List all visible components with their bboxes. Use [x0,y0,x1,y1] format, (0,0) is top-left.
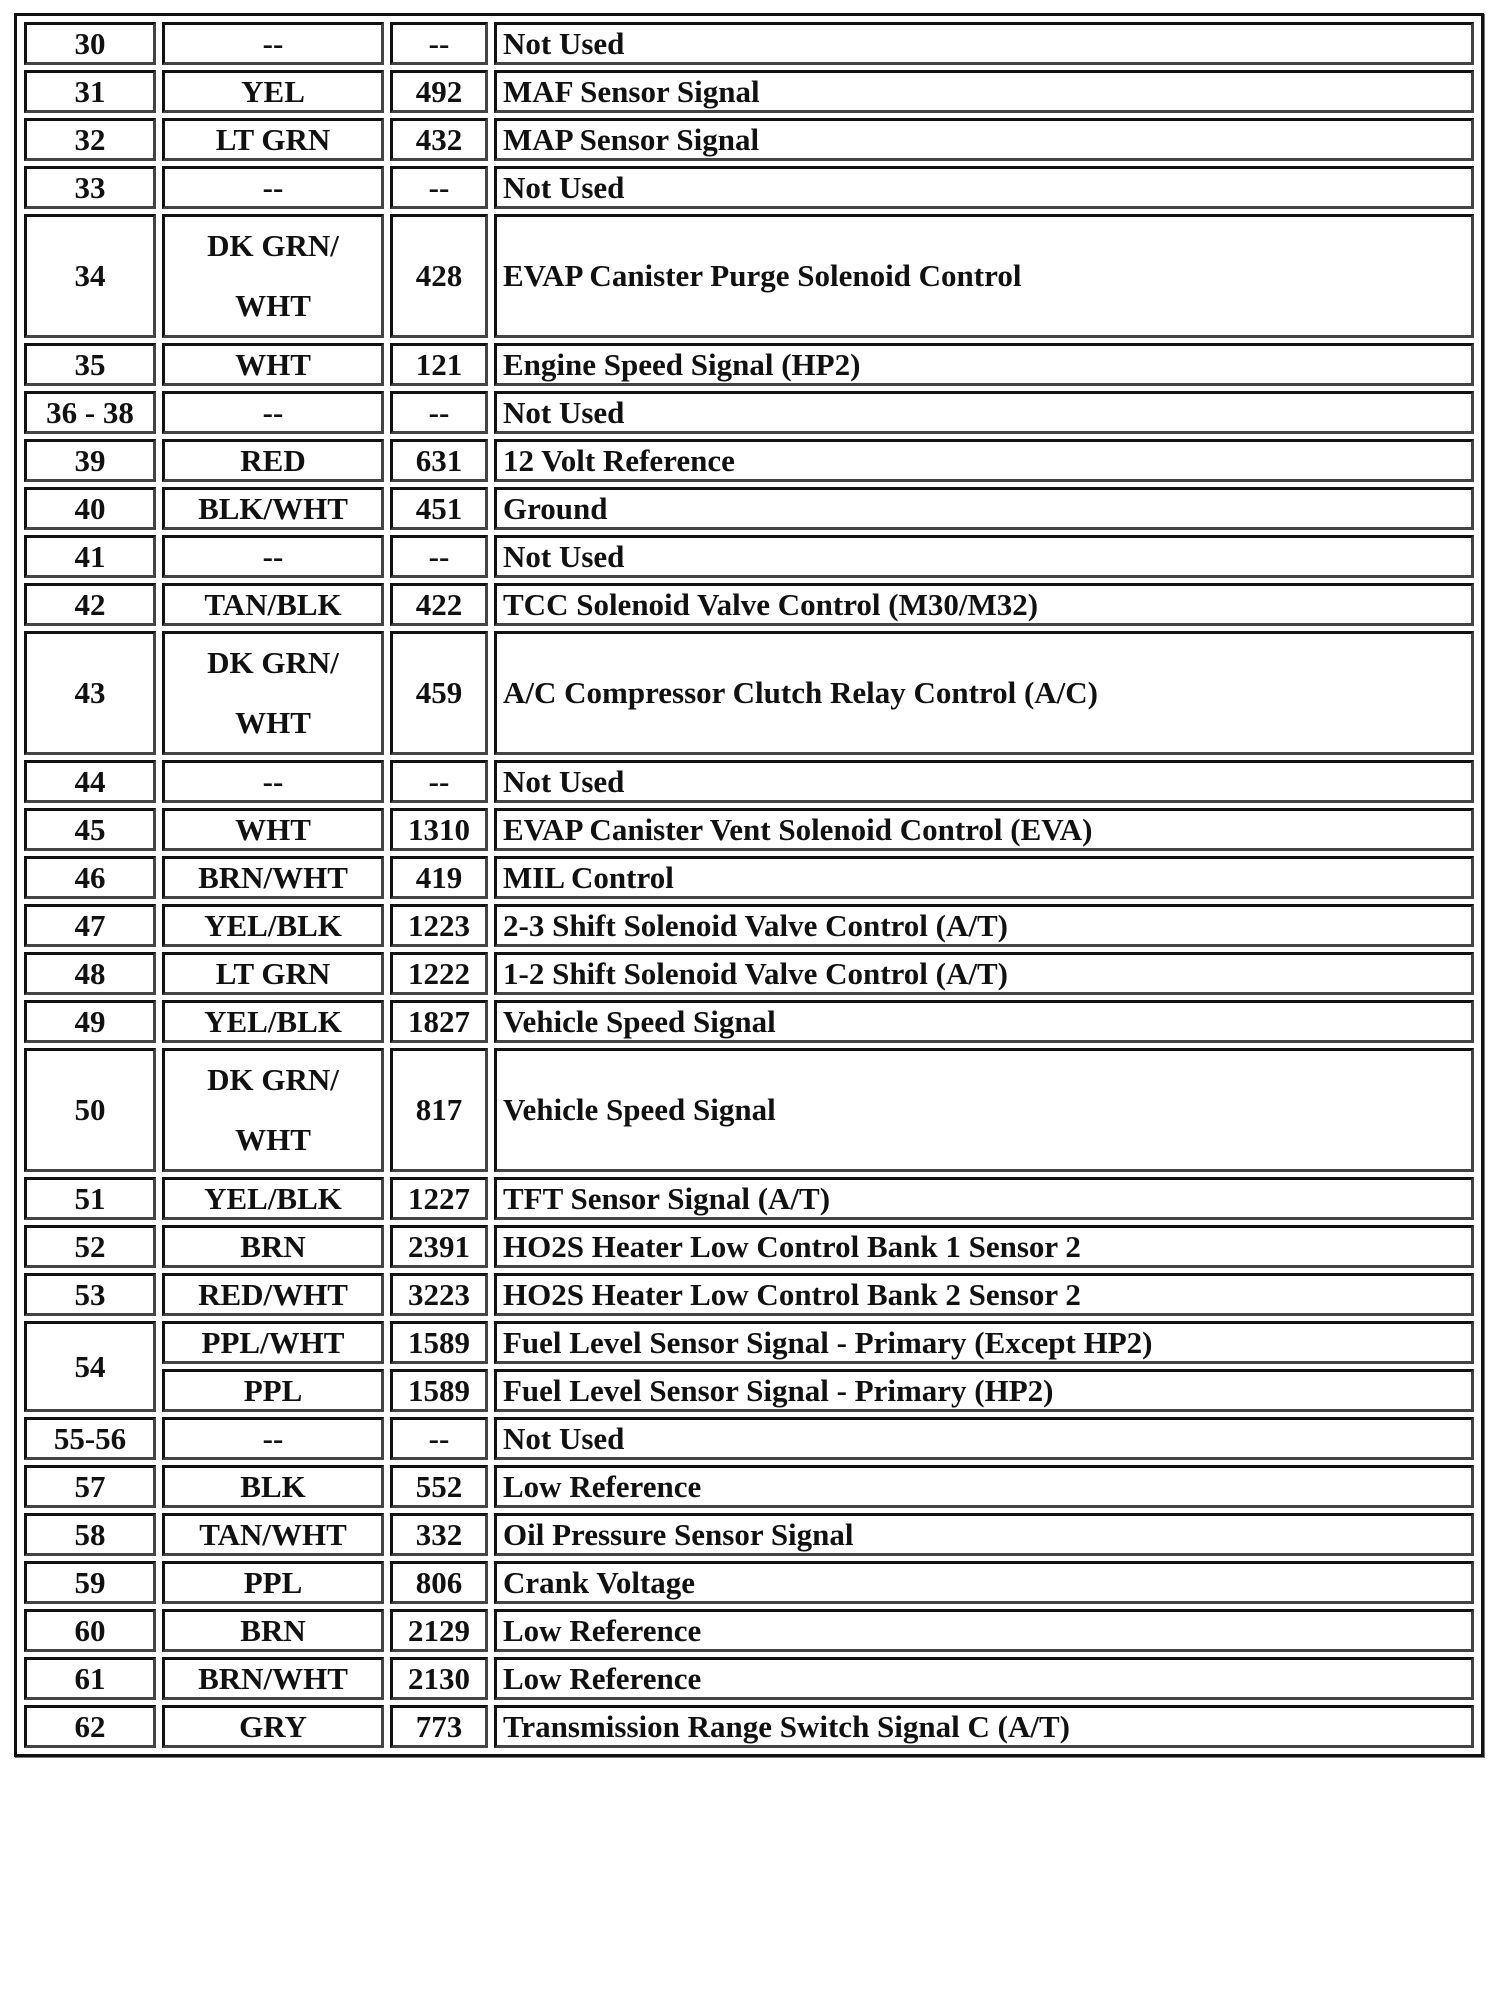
wire-color-cell: -- [162,166,384,209]
table-row [24,535,1474,578]
circuit-cell: 773 [390,1705,488,1748]
wire-color-cell: BLK/WHT [162,487,384,530]
wire-color-cell: BRN [162,1225,384,1268]
table-row [24,1321,1474,1364]
circuit-cell: -- [390,760,488,803]
function-cell: Not Used [494,391,1474,434]
function-cell: Fuel Level Sensor Signal - Primary (Except HP2) [494,1321,1474,1364]
pin-cell: 46 [24,856,156,899]
table-row [24,631,1474,755]
function-cell: HO2S Heater Low Control Bank 1 Sensor 2 [494,1225,1474,1268]
circuit-cell: 332 [390,1513,488,1556]
pin-cell: 32 [24,118,156,161]
wire-color-line-2: WHT [235,705,311,740]
function-cell: MIL Control [494,856,1474,899]
pin-cell: 48 [24,952,156,995]
wire-color-cell: RED/WHT [162,1273,384,1316]
connector-pinout-table [14,13,1484,1757]
function-cell: 1-2 Shift Solenoid Valve Control (A/T) [494,952,1474,995]
wire-color-line-2: WHT [235,288,311,323]
function-cell: A/C Compressor Clutch Relay Control (A/C) [494,631,1474,755]
table-row [24,118,1474,161]
circuit-cell: 2130 [390,1657,488,1700]
circuit-cell: -- [390,166,488,209]
wire-color-cell: GRY [162,1705,384,1748]
pin-cell: 60 [24,1609,156,1652]
table-row [24,1000,1474,1043]
circuit-cell: 817 [390,1048,488,1172]
circuit-cell: 492 [390,70,488,113]
circuit-cell: -- [390,1417,488,1460]
pin-cell: 49 [24,1000,156,1043]
pin-cell: 30 [24,22,156,65]
table-row [24,952,1474,995]
table-row [24,1561,1474,1604]
pin-cell: 59 [24,1561,156,1604]
table-row [24,439,1474,482]
table-row [24,583,1474,626]
function-cell: EVAP Canister Vent Solenoid Control (EVA) [494,808,1474,851]
table-row [24,1048,1474,1172]
table-row [24,166,1474,209]
table-row [24,343,1474,386]
circuit-cell: 419 [390,856,488,899]
wire-color-cell: BRN/WHT [162,1657,384,1700]
function-cell: Transmission Range Switch Signal C (A/T) [494,1705,1474,1748]
wire-color-cell: PPL/WHT [162,1321,384,1364]
function-cell: 2-3 Shift Solenoid Valve Control (A/T) [494,904,1474,947]
pin-cell: 58 [24,1513,156,1556]
circuit-cell: 428 [390,214,488,338]
wire-color-cell [162,214,384,338]
function-cell: Low Reference [494,1657,1474,1700]
circuit-cell: 2129 [390,1609,488,1652]
pin-cell: 55-56 [24,1417,156,1460]
table-row [24,1369,1474,1412]
function-cell: Low Reference [494,1609,1474,1652]
function-cell: Vehicle Speed Signal [494,1048,1474,1172]
pin-cell: 31 [24,70,156,113]
wire-color-cell: YEL/BLK [162,904,384,947]
circuit-cell: 2391 [390,1225,488,1268]
pin-cell: 53 [24,1273,156,1316]
circuit-cell: 3223 [390,1273,488,1316]
pin-cell: 47 [24,904,156,947]
circuit-cell: -- [390,391,488,434]
function-cell: Not Used [494,535,1474,578]
table-row [24,70,1474,113]
wire-color-cell: -- [162,535,384,578]
function-cell: Fuel Level Sensor Signal - Primary (HP2) [494,1369,1474,1412]
circuit-cell: -- [390,535,488,578]
pin-cell: 61 [24,1657,156,1700]
function-cell: Ground [494,487,1474,530]
circuit-cell: 1827 [390,1000,488,1043]
function-cell: Not Used [494,760,1474,803]
wire-color-line-1: DK GRN/ [207,1062,339,1097]
circuit-cell: 1589 [390,1321,488,1364]
pin-cell: 62 [24,1705,156,1748]
pinout-grid [18,17,1480,1753]
pin-cell: 43 [24,631,156,755]
circuit-cell: 422 [390,583,488,626]
wire-color-cell: TAN/BLK [162,583,384,626]
wire-color-cell: RED [162,439,384,482]
table-row [24,808,1474,851]
function-cell: Engine Speed Signal (HP2) [494,343,1474,386]
wire-color-cell: WHT [162,808,384,851]
pin-cell: 40 [24,487,156,530]
wire-color-cell: YEL [162,70,384,113]
wire-color-cell: YEL/BLK [162,1000,384,1043]
wire-color-cell: LT GRN [162,952,384,995]
pin-cell: 52 [24,1225,156,1268]
circuit-cell: -- [390,22,488,65]
table-row [24,856,1474,899]
function-cell: Not Used [494,166,1474,209]
table-row [24,1273,1474,1316]
wire-color-cell: WHT [162,343,384,386]
wire-color-cell: -- [162,760,384,803]
wire-color-cell: BRN [162,1609,384,1652]
wire-color-cell: PPL [162,1561,384,1604]
pin-cell: 41 [24,535,156,578]
circuit-cell: 552 [390,1465,488,1508]
wire-color-line-2: WHT [235,1122,311,1157]
table-row [24,1225,1474,1268]
wire-color-cell: -- [162,22,384,65]
function-cell: Crank Voltage [494,1561,1474,1604]
table-row [24,1609,1474,1652]
table-row [24,1657,1474,1700]
circuit-cell: 121 [390,343,488,386]
table-row [24,760,1474,803]
pin-cell: 34 [24,214,156,338]
circuit-cell: 631 [390,439,488,482]
circuit-cell: 451 [390,487,488,530]
pin-cell: 35 [24,343,156,386]
table-row [24,214,1474,338]
pin-cell: 45 [24,808,156,851]
wire-color-cell: LT GRN [162,118,384,161]
function-cell: Low Reference [494,1465,1474,1508]
pin-cell: 51 [24,1177,156,1220]
table-row [24,487,1474,530]
table-row [24,1705,1474,1748]
wire-color-cell: YEL/BLK [162,1177,384,1220]
function-cell: HO2S Heater Low Control Bank 2 Sensor 2 [494,1273,1474,1316]
wire-color-cell: BLK [162,1465,384,1508]
function-cell: Not Used [494,22,1474,65]
pin-cell: 50 [24,1048,156,1172]
circuit-cell: 1227 [390,1177,488,1220]
table-row [24,22,1474,65]
pin-cell: 42 [24,583,156,626]
circuit-cell: 1223 [390,904,488,947]
table-row [24,1417,1474,1460]
circuit-cell: 806 [390,1561,488,1604]
wire-color-line-1: DK GRN/ [207,228,339,263]
circuit-cell: 1222 [390,952,488,995]
circuit-cell: 459 [390,631,488,755]
function-cell: 12 Volt Reference [494,439,1474,482]
circuit-cell: 1589 [390,1369,488,1412]
wire-color-cell: PPL [162,1369,384,1412]
pin-cell: 36 - 38 [24,391,156,434]
pin-cell: 44 [24,760,156,803]
wire-color-line-1: DK GRN/ [207,645,339,680]
wire-color-cell: BRN/WHT [162,856,384,899]
table-row [24,1177,1474,1220]
circuit-cell: 432 [390,118,488,161]
table-row [24,1465,1474,1508]
function-cell: MAF Sensor Signal [494,70,1474,113]
pin-cell: 39 [24,439,156,482]
pin-cell: 33 [24,166,156,209]
table-row [24,1513,1474,1556]
wire-color-cell: -- [162,391,384,434]
function-cell: Vehicle Speed Signal [494,1000,1474,1043]
pin-cell: 54 [24,1321,156,1412]
wire-color-cell [162,631,384,755]
pin-cell: 57 [24,1465,156,1508]
table-row [24,904,1474,947]
function-cell: TCC Solenoid Valve Control (M30/M32) [494,583,1474,626]
function-cell: MAP Sensor Signal [494,118,1474,161]
function-cell: EVAP Canister Purge Solenoid Control [494,214,1474,338]
wire-color-cell: -- [162,1417,384,1460]
circuit-cell: 1310 [390,808,488,851]
function-cell: Oil Pressure Sensor Signal [494,1513,1474,1556]
function-cell: TFT Sensor Signal (A/T) [494,1177,1474,1220]
wire-color-cell: TAN/WHT [162,1513,384,1556]
wire-color-cell [162,1048,384,1172]
function-cell: Not Used [494,1417,1474,1460]
table-row [24,391,1474,434]
